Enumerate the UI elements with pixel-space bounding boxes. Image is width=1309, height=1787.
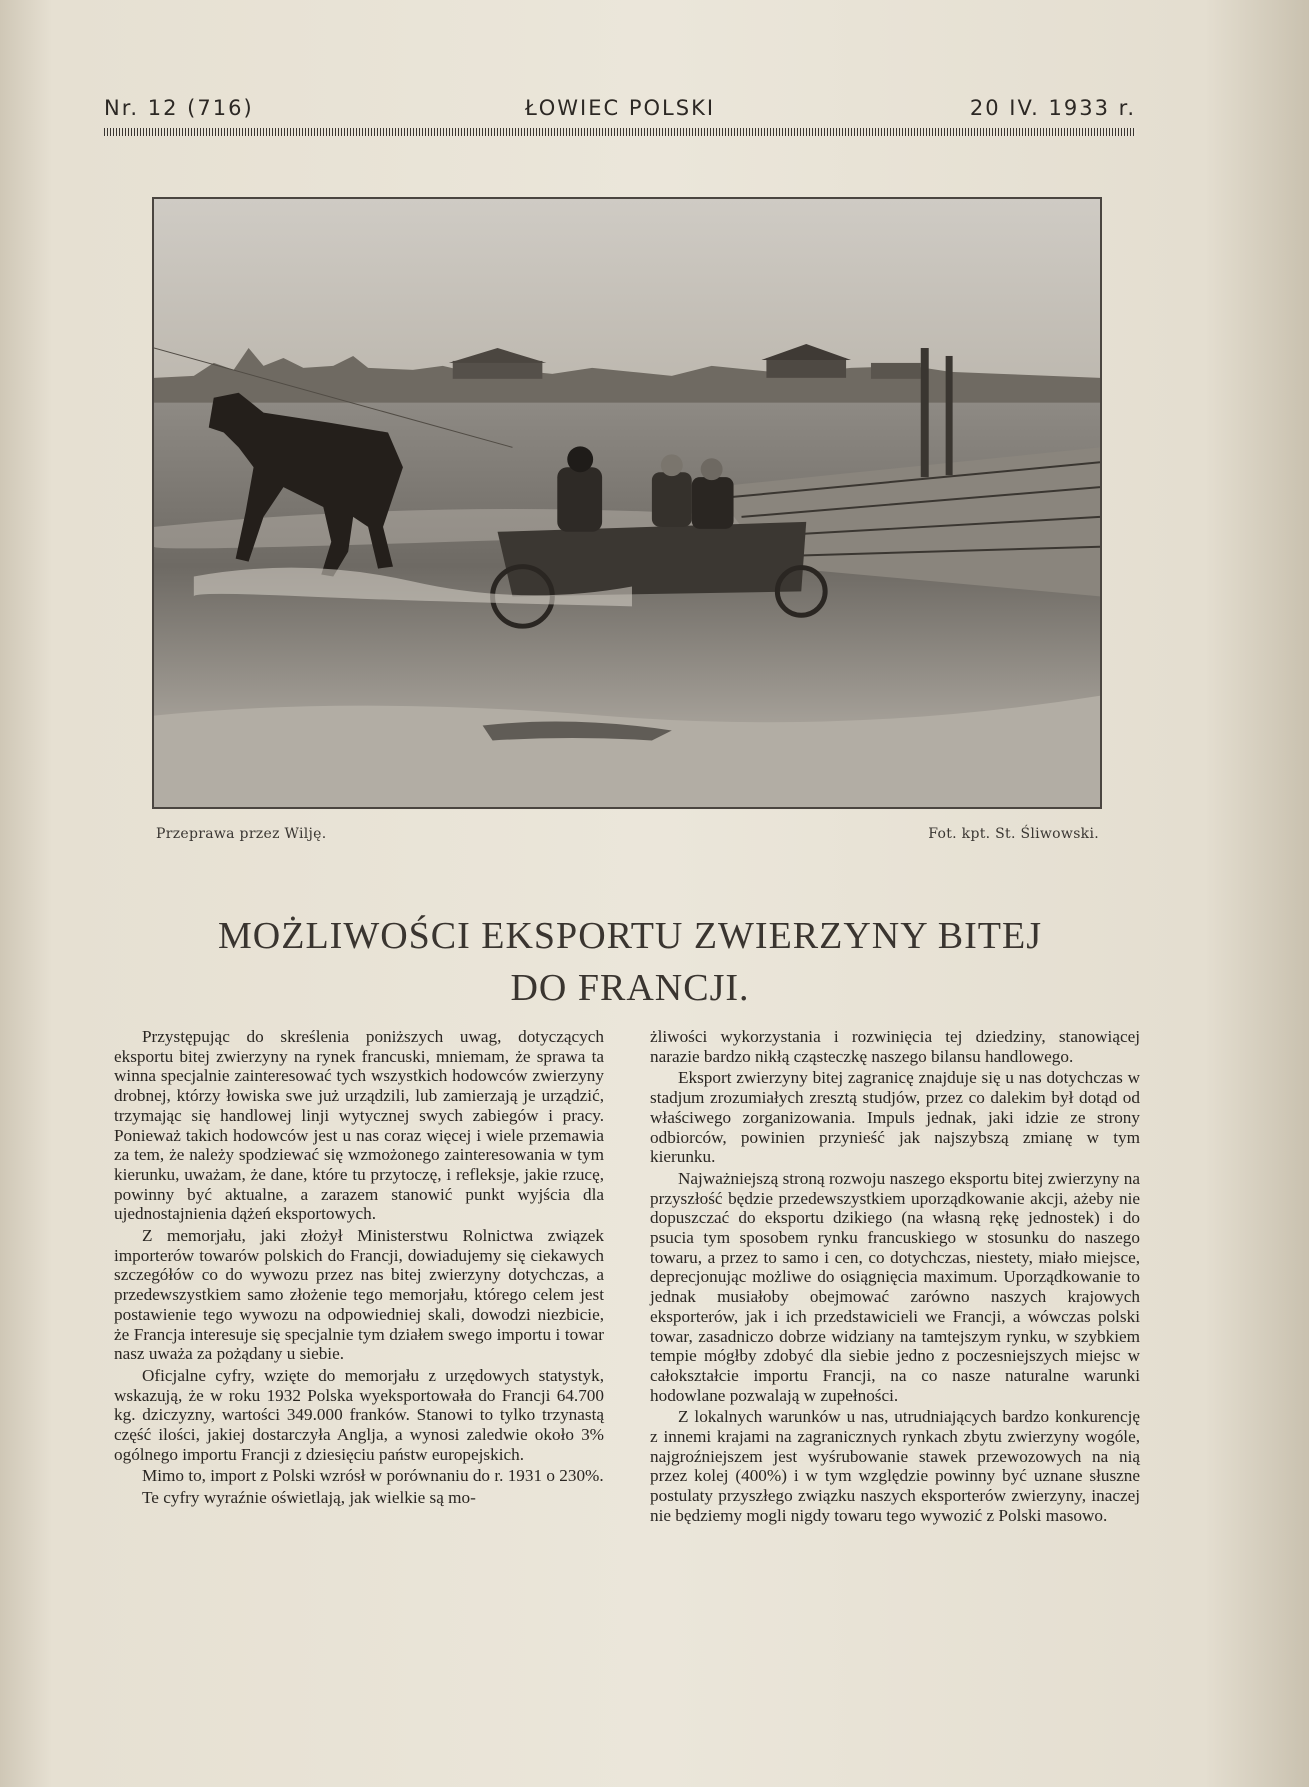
photo-caption: Przeprawa przez Wilję. (156, 826, 327, 842)
running-header (104, 96, 1136, 126)
article-title-line-1: MOŻLIWOŚCI EKSPORTU ZWIERZYNY BITEJ (218, 915, 1042, 957)
photo-illustration (154, 199, 1100, 807)
issue-date: 20 IV. 1933 r. (969, 96, 1136, 120)
paragraph: Eksport zwierzyny bitej zagranicę znajduje się u nas dotychczas w stadjum zrozumiałych zresztą studjów, przez co dalekim był dotąd od właściwego zorganizowania. Impuls jednak, jaki idzie ze strony odbiorców, powinien przynieść jak najszybszą zmianę w tym kierunku. (650, 1068, 1140, 1167)
paragraph: Mimo to, import z Polski wzrósł w porównaniu do r. 1931 o 230%. (142, 1466, 604, 1486)
paragraph-continuation: żliwości wykorzystania i rozwinięcia tej dziedziny, stanowiącej narazie bardzo nikłą cząsteczkę naszego bilansu handlowego. (650, 1027, 1140, 1066)
paragraph: Z memorjału, jaki złożył Ministerstwu Rolnictwa związek importerów towarów polskich do Francji, dowiadujemy się ciekawych szczegółów co do wywozu przez nas bitej zwierzyny dotychczas, a przedewszystkiem samo złożenie tego memorjału, którego celem jest postawienie tego wywozu na odpowiedniej skali, dowodzi niezbicie, że Francja interesuje się specjalnie tym działem swego importu i towar nasz uważa za pożądany u siebie. (114, 1226, 604, 1364)
photo-credit: Fot. kpt. St. Śliwowski. (928, 826, 1099, 842)
paragraph: Te cyfry wyraźnie oświetlają, jak wielkie są mo- (142, 1488, 476, 1508)
issue-number: Nr. 12 (716) (104, 96, 254, 120)
article-title-line-2: DO FRANCJI. (510, 967, 750, 1009)
article-column-left (114, 1027, 604, 1510)
article-title (100, 910, 1160, 1014)
photograph-river-crossing (152, 197, 1102, 809)
article-column-right (650, 1027, 1140, 1528)
paragraph: Z lokalnych warunków u nas, utrudniających bardzo konkurencję z innemi krajami na zagranicznych rynkach zbytu zwierzyny wogóle, najgroźniejszem jest wyśrubowanie stawek przewozowych na nią przez kolej (400%) i w tym względzie powinny być uznane słuszne postulaty przyszłego związku naszych eksporterów zwierzyny, inaczej nie będziemy mogli nigdy towaru tego wywozić z Polski masowo. (650, 1407, 1140, 1525)
paragraph: Przystępując do skreślenia poniższych uwag, dotyczących eksportu bitej zwierzyny na rynek francuski, mniemam, że sprawa ta winna specjalnie zainteresować tych wszystkich hodowców zwierzyny drobnej, którzy łowiska swe już urządzili, lub zamierzają je urządzić, trzymając się handlowej linji wytycznej swych zabiegów i pracy. Ponieważ takich hodowców jest u nas coraz więcej i wiele przemawia za tem, że należy spodziewać się wzmożonego zainteresowania w tym kierunku, uważam, że dane, które tu przytoczę, i refleksje, jakie rzucę, powinny być aktualne, a zarazem stanowić punkt wyjścia dla ujednostajnienia dążeń eksportowych. (114, 1027, 604, 1224)
paragraph: Oficjalne cyfry, wzięte do memorjału z urzędowych statystyk, wskazują, że w roku 1932 Polska wyeksportowała do Francji 64.700 kg. dziczyzny, wartości 349.000 franków. Stanowi to tylko trzynastą część ilości, jakiej dostarczyła Anglja, a wynosi zaledwie około 3% ogólnego importu Francji z dziesięciu państw europejskich. (114, 1365, 604, 1464)
paragraph: Najważniejszą stroną rozwoju naszego eksportu bitej zwierzyny na przyszłość będzie przedewszystkiem uporządkowanie akcji, ażeby nie dopuszczać do eksportu dzikiego (na własną rękę jednostek) i do psucia tym sposobem rynku francuskiego w stosunku do naszego towaru, a przez to samo i cen, co dotychczas, niestety, miało miejsce, deprecjonując możliwe do osiągnięcia maximum. Uporządkowanie to jednak musiałoby obejmować zarówno naszych krajowych eksporterów, jak i ich przedstawicieli we Francji, a wówczas polski towar, zasadniczo dobrze widziany na tamtejszym rynku, w szybkiem tempie mógłby zdobyć dla siebie jedno z poczesniejszych miejsc w całokształcie importu Francji, na co nasze naturalne warunki hodowlane pozwalają w zupełności. (650, 1168, 1140, 1405)
magazine-title: ŁOWIEC POLSKI (524, 96, 716, 120)
header-rule (104, 128, 1136, 136)
